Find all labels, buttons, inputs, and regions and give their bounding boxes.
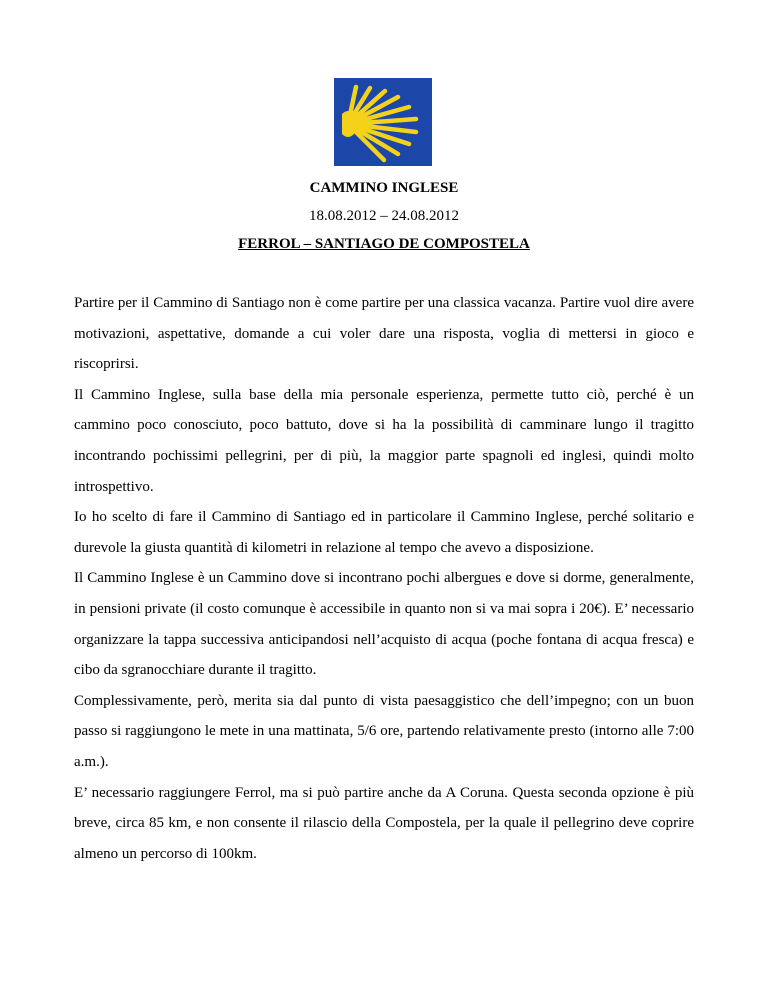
- camino-logo: [334, 78, 432, 166]
- date-range: 18.08.2012 – 24.08.2012: [309, 208, 459, 224]
- route-heading: FERROL – SANTIAGO DE COMPOSTELA: [238, 236, 530, 252]
- document-title: CAMMINO INGLESE: [309, 180, 459, 196]
- paragraph: Complessivamente, però, merita sia dal punto di vista paesaggistico che dell’impegno; con un buon passo si raggiungono le mete in una mattinata, 5/6 ore, partendo relativamente presto (intorno alle 7:00 a.m.).: [74, 692, 694, 770]
- scallop-shell-icon: [334, 78, 432, 166]
- paragraph: E’ necessario raggiungere Ferrol, ma si può partire anche da A Coruna. Questa seconda opzione è più breve, circa 85 km, e non consente il rilascio della Compostela, per la quale il pellegrino deve coprire almeno un percorso di 100km.: [74, 784, 694, 862]
- paragraph: Partire per il Cammino di Santiago non è come partire per una classica vacanza. Partire vuol dire avere motivazioni, aspettative, domande a cui voler dare una risposta, voglia di mettersi in gioco e riscoprirsi.: [74, 295, 694, 373]
- paragraph: Il Cammino Inglese è un Cammino dove si incontrano pochi albergues e dove si dorme, generalmente, in pensioni private (il costo comunque è accessibile in quanto non si va mai sopra i 20€). E’ necessario organizzare la tappa successiva anticipandosi nell’acquisto di acqua (poche fontana di acqua fresca) e cibo da sgranocchiare durante il tragitto.: [74, 570, 694, 679]
- paragraph: Io ho scelto di fare il Cammino di Santiago ed in particolare il Cammino Inglese, perché solitario e durevole la giusta quantità di kilometri in relazione al tempo che avevo a disposizione.: [74, 509, 694, 556]
- document-body: [74, 288, 694, 869]
- paragraph: Il Cammino Inglese, sulla base della mia personale esperienza, permette tutto ciò, perché è un cammino poco conosciuto, poco battuto, dove si ha la possibilità di camminare lungo il tragitto incontrando pochissimi pellegrini, per di più, la maggior parte spagnoli ed inglesi, quindi molto introspettivo.: [74, 386, 694, 495]
